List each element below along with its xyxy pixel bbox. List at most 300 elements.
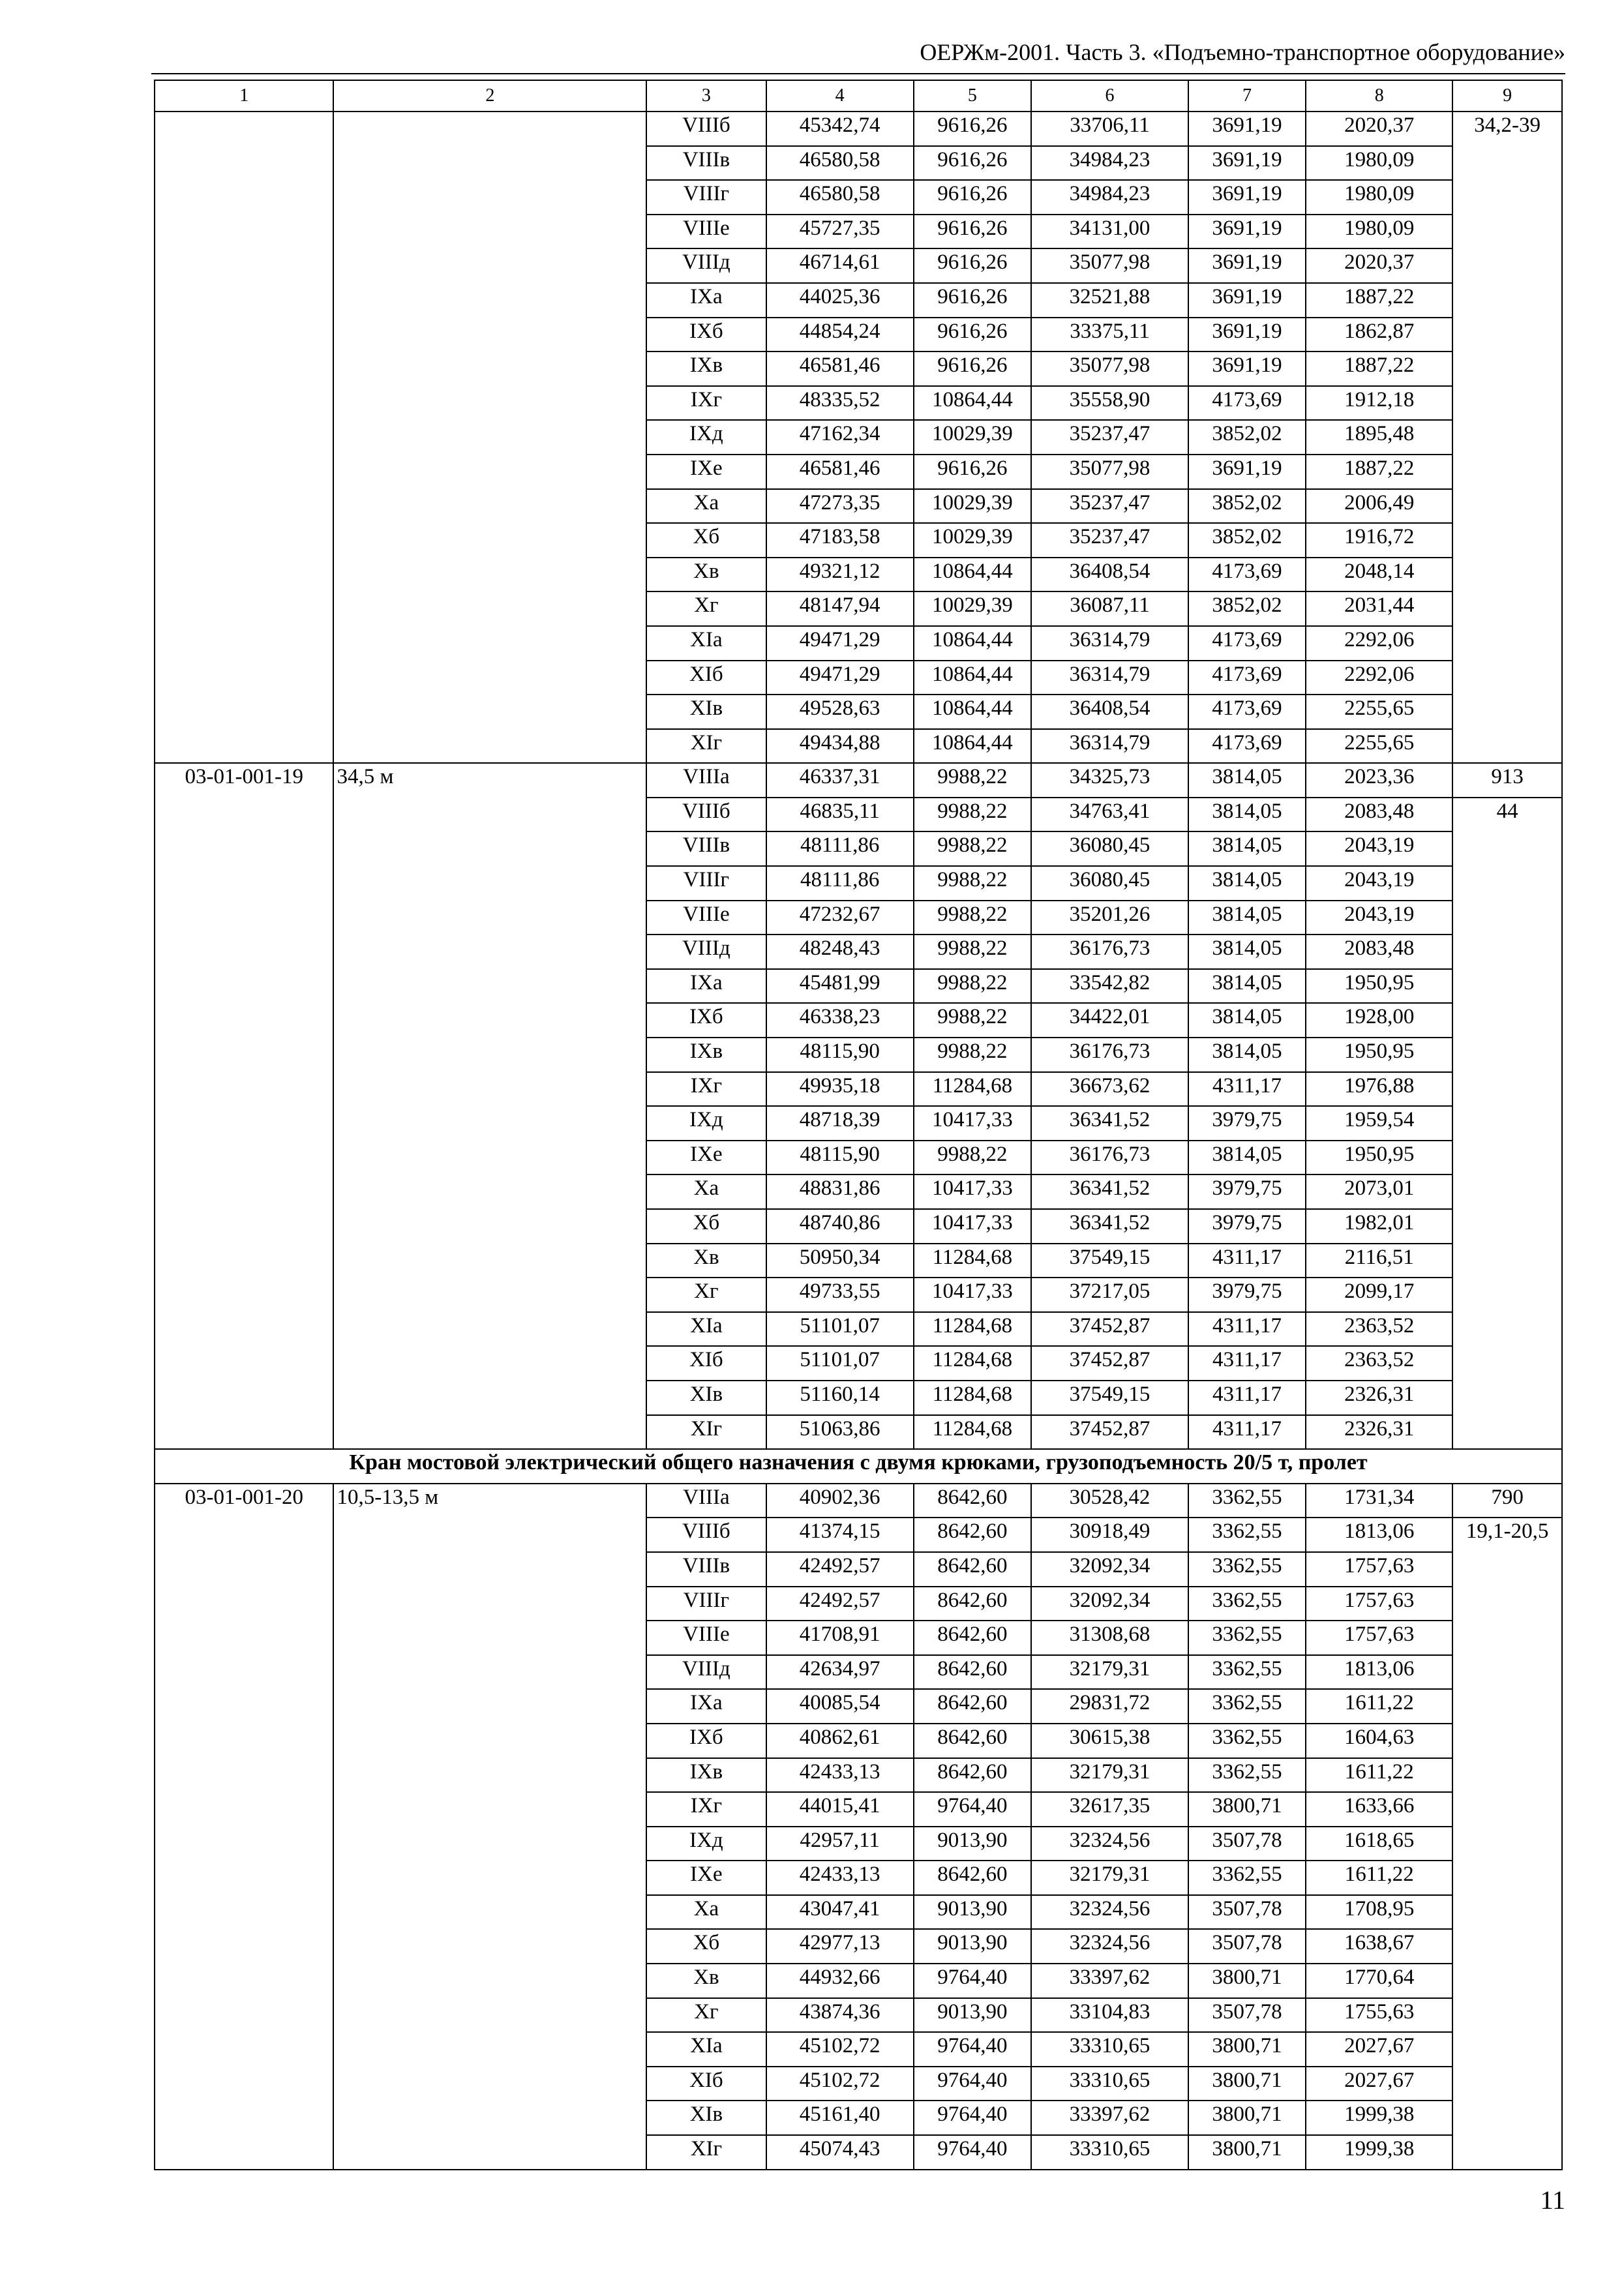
value-cell: 45102,72 <box>766 2032 914 2067</box>
value-cell: 3362,55 <box>1188 1861 1306 1895</box>
value-cell: 51101,07 <box>766 1346 914 1381</box>
mass-cell: 19,1-20,5 <box>1452 1518 1562 2169</box>
zone-cell: VIIIв <box>646 146 766 181</box>
value-cell: 3691,19 <box>1188 146 1306 181</box>
value-cell: 1999,38 <box>1306 2101 1452 2135</box>
value-cell: 3800,71 <box>1188 2101 1306 2135</box>
value-cell: 11284,68 <box>914 1381 1031 1415</box>
value-cell: 46580,58 <box>766 180 914 215</box>
zone-cell: VIIIб <box>646 798 766 832</box>
value-cell: 49471,29 <box>766 626 914 661</box>
value-cell: 1928,00 <box>1306 1003 1452 1038</box>
value-cell: 44015,41 <box>766 1792 914 1827</box>
zone-cell: Xг <box>646 1278 766 1312</box>
value-cell: 3507,78 <box>1188 1827 1306 1861</box>
zone-cell: Xг <box>646 591 766 626</box>
zone-cell: VIIIе <box>646 901 766 935</box>
table-row <box>155 112 1562 146</box>
value-cell: 4173,69 <box>1188 558 1306 592</box>
value-cell: 3800,71 <box>1188 2135 1306 2170</box>
value-cell: 47232,67 <box>766 901 914 935</box>
value-cell: 10864,44 <box>914 558 1031 592</box>
value-cell: 8642,60 <box>914 1621 1031 1655</box>
zone-cell: VIIIе <box>646 1621 766 1655</box>
value-cell: 9013,90 <box>914 1895 1031 1930</box>
value-cell: 2083,48 <box>1306 798 1452 832</box>
value-cell: 2043,19 <box>1306 901 1452 935</box>
value-cell: 8642,60 <box>914 1552 1031 1587</box>
value-cell: 3691,19 <box>1188 215 1306 249</box>
value-cell: 36176,73 <box>1031 1141 1188 1175</box>
value-cell: 4173,69 <box>1188 729 1306 764</box>
value-cell: 51101,07 <box>766 1312 914 1347</box>
value-cell: 48147,94 <box>766 591 914 626</box>
value-cell: 8642,60 <box>914 1484 1031 1518</box>
value-cell: 33310,65 <box>1031 2135 1188 2170</box>
value-cell: 2363,52 <box>1306 1346 1452 1381</box>
value-cell: 3507,78 <box>1188 1895 1306 1930</box>
value-cell: 9988,22 <box>914 901 1031 935</box>
value-cell: 2043,19 <box>1306 831 1452 866</box>
value-cell: 44932,66 <box>766 1964 914 1998</box>
value-cell: 40085,54 <box>766 1689 914 1724</box>
value-cell: 9764,40 <box>914 1792 1031 1827</box>
value-cell: 36341,52 <box>1031 1106 1188 1141</box>
value-cell: 32324,56 <box>1031 1895 1188 1930</box>
value-cell: 34984,23 <box>1031 146 1188 181</box>
value-cell: 10417,33 <box>914 1278 1031 1312</box>
zone-cell: IXг <box>646 1072 766 1107</box>
zone-cell: VIIIг <box>646 1587 766 1621</box>
value-cell: 9764,40 <box>914 2101 1031 2135</box>
value-cell: 1912,18 <box>1306 386 1452 421</box>
value-cell: 9988,22 <box>914 935 1031 969</box>
value-cell: 31308,68 <box>1031 1621 1188 1655</box>
zone-cell: XIб <box>646 2067 766 2101</box>
value-cell: 32179,31 <box>1031 1861 1188 1895</box>
value-cell: 1980,09 <box>1306 180 1452 215</box>
value-cell: 32092,34 <box>1031 1552 1188 1587</box>
value-cell: 43874,36 <box>766 1998 914 2033</box>
column-number: 7 <box>1188 80 1306 112</box>
zone-cell: Xб <box>646 1209 766 1244</box>
zone-cell: IXб <box>646 1724 766 1758</box>
value-cell: 1708,95 <box>1306 1895 1452 1930</box>
zone-cell: VIIIд <box>646 1655 766 1690</box>
value-cell: 10029,39 <box>914 523 1031 558</box>
value-cell: 2292,06 <box>1306 626 1452 661</box>
value-cell: 50950,34 <box>766 1244 914 1278</box>
value-cell: 9764,40 <box>914 2135 1031 2170</box>
section-row <box>155 1449 1562 1484</box>
value-cell: 2020,37 <box>1306 112 1452 146</box>
value-cell: 3852,02 <box>1188 420 1306 455</box>
value-cell: 2326,31 <box>1306 1415 1452 1450</box>
zone-cell: IXб <box>646 318 766 352</box>
value-cell: 41708,91 <box>766 1621 914 1655</box>
value-cell: 48335,52 <box>766 386 914 421</box>
value-cell: 2023,36 <box>1306 763 1452 798</box>
column-number: 5 <box>914 80 1031 112</box>
value-cell: 10029,39 <box>914 591 1031 626</box>
value-cell: 33397,62 <box>1031 1964 1188 1998</box>
value-cell: 48115,90 <box>766 1038 914 1072</box>
value-cell: 9013,90 <box>914 1998 1031 2033</box>
value-cell: 1950,95 <box>1306 1141 1452 1175</box>
value-cell: 33310,65 <box>1031 2032 1188 2067</box>
value-cell: 51063,86 <box>766 1415 914 1450</box>
value-cell: 4311,17 <box>1188 1312 1306 1347</box>
value-cell: 1980,09 <box>1306 215 1452 249</box>
value-cell: 37452,87 <box>1031 1415 1188 1450</box>
value-cell: 9616,26 <box>914 248 1031 283</box>
value-cell: 4311,17 <box>1188 1415 1306 1450</box>
zone-cell: IXа <box>646 283 766 318</box>
value-cell: 10864,44 <box>914 661 1031 695</box>
value-cell: 1757,63 <box>1306 1587 1452 1621</box>
zone-cell: Xг <box>646 1998 766 2033</box>
value-cell: 9013,90 <box>914 1929 1031 1964</box>
zone-cell: VIIIб <box>646 1518 766 1552</box>
value-cell: 3691,19 <box>1188 112 1306 146</box>
value-cell: 10417,33 <box>914 1106 1031 1141</box>
value-cell: 9988,22 <box>914 1038 1031 1072</box>
zone-cell: XIб <box>646 1346 766 1381</box>
value-cell: 33542,82 <box>1031 969 1188 1004</box>
table-row <box>155 1484 1562 1518</box>
zone-cell: VIIIг <box>646 180 766 215</box>
value-cell: 3814,05 <box>1188 798 1306 832</box>
zone-cell: VIIIв <box>646 1552 766 1587</box>
value-cell: 3814,05 <box>1188 866 1306 901</box>
value-cell: 36087,11 <box>1031 591 1188 626</box>
value-cell: 34422,01 <box>1031 1003 1188 1038</box>
value-cell: 3814,05 <box>1188 1038 1306 1072</box>
zone-cell: VIIIб <box>646 112 766 146</box>
value-cell: 1638,67 <box>1306 1929 1452 1964</box>
zone-cell: IXд <box>646 420 766 455</box>
zone-cell: XIг <box>646 2135 766 2170</box>
value-cell: 34763,41 <box>1031 798 1188 832</box>
value-cell: 36408,54 <box>1031 695 1188 729</box>
span-name-cell <box>333 112 646 763</box>
value-cell: 36408,54 <box>1031 558 1188 592</box>
value-cell: 32092,34 <box>1031 1587 1188 1621</box>
value-cell: 3814,05 <box>1188 1141 1306 1175</box>
zone-cell: XIб <box>646 661 766 695</box>
value-cell: 33706,11 <box>1031 112 1188 146</box>
value-cell: 1950,95 <box>1306 969 1452 1004</box>
zone-cell: XIг <box>646 1415 766 1450</box>
value-cell: 8642,60 <box>914 1518 1031 1552</box>
column-number: 9 <box>1452 80 1562 112</box>
zone-cell: IXе <box>646 455 766 489</box>
value-cell: 36080,45 <box>1031 866 1188 901</box>
zone-cell: XIв <box>646 1381 766 1415</box>
value-cell: 3979,75 <box>1188 1106 1306 1141</box>
value-cell: 3852,02 <box>1188 523 1306 558</box>
zone-cell: IXг <box>646 386 766 421</box>
value-cell: 1976,88 <box>1306 1072 1452 1107</box>
value-cell: 2073,01 <box>1306 1174 1452 1209</box>
value-cell: 10029,39 <box>914 420 1031 455</box>
value-cell: 42433,13 <box>766 1758 914 1793</box>
value-cell: 3362,55 <box>1188 1621 1306 1655</box>
zone-cell: Xв <box>646 1244 766 1278</box>
value-cell: 2027,67 <box>1306 2067 1452 2101</box>
value-cell: 36176,73 <box>1031 935 1188 969</box>
value-cell: 9616,26 <box>914 318 1031 352</box>
column-number: 2 <box>333 80 646 112</box>
value-cell: 11284,68 <box>914 1244 1031 1278</box>
value-cell: 3814,05 <box>1188 1003 1306 1038</box>
value-cell: 2292,06 <box>1306 661 1452 695</box>
value-cell: 49471,29 <box>766 661 914 695</box>
value-cell: 9988,22 <box>914 866 1031 901</box>
value-cell: 1982,01 <box>1306 1209 1452 1244</box>
value-cell: 3814,05 <box>1188 935 1306 969</box>
value-cell: 1916,72 <box>1306 523 1452 558</box>
value-cell: 42977,13 <box>766 1929 914 1964</box>
value-cell: 36314,79 <box>1031 661 1188 695</box>
value-cell: 1950,95 <box>1306 1038 1452 1072</box>
value-cell: 48831,86 <box>766 1174 914 1209</box>
zone-cell: Xв <box>646 558 766 592</box>
value-cell: 3800,71 <box>1188 1792 1306 1827</box>
value-cell: 9764,40 <box>914 1964 1031 1998</box>
value-cell: 9988,22 <box>914 969 1031 1004</box>
zone-cell: IXа <box>646 1689 766 1724</box>
value-cell: 37452,87 <box>1031 1346 1188 1381</box>
value-cell: 9616,26 <box>914 215 1031 249</box>
value-cell: 30615,38 <box>1031 1724 1188 1758</box>
section-title: Кран мостовой электрический общего назначения с двумя крюками, грузоподъемность 20/5 т, пролет <box>155 1449 1562 1484</box>
value-cell: 1770,64 <box>1306 1964 1452 1998</box>
value-cell: 48115,90 <box>766 1141 914 1175</box>
value-cell: 3800,71 <box>1188 1964 1306 1998</box>
value-cell: 3979,75 <box>1188 1278 1306 1312</box>
value-cell: 9616,26 <box>914 180 1031 215</box>
value-cell: 33310,65 <box>1031 2067 1188 2101</box>
value-cell: 3362,55 <box>1188 1484 1306 1518</box>
value-cell: 1887,22 <box>1306 352 1452 386</box>
page-header: ОЕРЖм-2001. Часть 3. «Подъемно-транспортное оборудование» <box>920 39 1565 65</box>
value-cell: 8642,60 <box>914 1758 1031 1793</box>
value-cell: 3814,05 <box>1188 969 1306 1004</box>
value-cell: 1731,34 <box>1306 1484 1452 1518</box>
value-cell: 10864,44 <box>914 386 1031 421</box>
value-cell: 32179,31 <box>1031 1655 1188 1690</box>
value-cell: 3691,19 <box>1188 455 1306 489</box>
value-cell: 36673,62 <box>1031 1072 1188 1107</box>
value-cell: 4173,69 <box>1188 386 1306 421</box>
value-cell: 4173,69 <box>1188 661 1306 695</box>
value-cell: 49321,12 <box>766 558 914 592</box>
value-cell: 42433,13 <box>766 1861 914 1895</box>
column-number: 4 <box>766 80 914 112</box>
value-cell: 3362,55 <box>1188 1552 1306 1587</box>
value-cell: 4173,69 <box>1188 626 1306 661</box>
value-cell: 43047,41 <box>766 1895 914 1930</box>
value-cell: 1999,38 <box>1306 2135 1452 2170</box>
value-cell: 9616,26 <box>914 112 1031 146</box>
zone-cell: XIа <box>646 626 766 661</box>
value-cell: 9764,40 <box>914 2067 1031 2101</box>
value-cell: 33397,62 <box>1031 2101 1188 2135</box>
value-cell: 46581,46 <box>766 352 914 386</box>
value-cell: 8642,60 <box>914 1655 1031 1690</box>
value-cell: 45074,43 <box>766 2135 914 2170</box>
value-cell: 2043,19 <box>1306 866 1452 901</box>
zone-cell: VIIIг <box>646 866 766 901</box>
value-cell: 1611,22 <box>1306 1861 1452 1895</box>
value-cell: 35077,98 <box>1031 455 1188 489</box>
mass-cell: 34,2-39 <box>1452 112 1562 763</box>
value-cell: 2099,17 <box>1306 1278 1452 1312</box>
value-cell: 10864,44 <box>914 729 1031 764</box>
value-cell: 37549,15 <box>1031 1244 1188 1278</box>
value-cell: 1757,63 <box>1306 1552 1452 1587</box>
value-cell: 3691,19 <box>1188 318 1306 352</box>
value-cell: 48111,86 <box>766 831 914 866</box>
value-cell: 33375,11 <box>1031 318 1188 352</box>
value-cell: 30528,42 <box>1031 1484 1188 1518</box>
value-cell: 1887,22 <box>1306 455 1452 489</box>
mass-cell: 790 <box>1452 1484 1562 1518</box>
value-cell: 40902,36 <box>766 1484 914 1518</box>
value-cell: 30918,49 <box>1031 1518 1188 1552</box>
zone-cell: VIIIв <box>646 831 766 866</box>
value-cell: 2020,37 <box>1306 248 1452 283</box>
value-cell: 32179,31 <box>1031 1758 1188 1793</box>
value-cell: 35077,98 <box>1031 248 1188 283</box>
value-cell: 1959,54 <box>1306 1106 1452 1141</box>
value-cell: 34984,23 <box>1031 180 1188 215</box>
value-cell: 9988,22 <box>914 763 1031 798</box>
value-cell: 9616,26 <box>914 455 1031 489</box>
value-cell: 3362,55 <box>1188 1518 1306 1552</box>
zone-cell: XIа <box>646 1312 766 1347</box>
value-cell: 1862,87 <box>1306 318 1452 352</box>
value-cell: 36080,45 <box>1031 831 1188 866</box>
value-cell: 2048,14 <box>1306 558 1452 592</box>
value-cell: 1980,09 <box>1306 146 1452 181</box>
zone-cell: IXа <box>646 969 766 1004</box>
value-cell: 1755,63 <box>1306 1998 1452 2033</box>
value-cell: 3691,19 <box>1188 352 1306 386</box>
value-cell: 2006,49 <box>1306 489 1452 524</box>
value-cell: 47183,58 <box>766 523 914 558</box>
value-cell: 48740,86 <box>766 1209 914 1244</box>
value-cell: 48248,43 <box>766 935 914 969</box>
value-cell: 49733,55 <box>766 1278 914 1312</box>
zone-cell: XIв <box>646 695 766 729</box>
value-cell: 35237,47 <box>1031 523 1188 558</box>
value-cell: 36341,52 <box>1031 1209 1188 1244</box>
value-cell: 1895,48 <box>1306 420 1452 455</box>
column-number: 6 <box>1031 80 1188 112</box>
column-number: 3 <box>646 80 766 112</box>
rates-table-body <box>155 80 1562 2170</box>
value-cell: 3362,55 <box>1188 1758 1306 1793</box>
value-cell: 3814,05 <box>1188 901 1306 935</box>
value-cell: 3800,71 <box>1188 2032 1306 2067</box>
value-cell: 3507,78 <box>1188 1929 1306 1964</box>
value-cell: 3852,02 <box>1188 591 1306 626</box>
value-cell: 2255,65 <box>1306 729 1452 764</box>
page-number: 11 <box>1540 2185 1565 2215</box>
rate-code-cell: 03-01-001-19 <box>155 763 333 1449</box>
table-row <box>155 763 1562 798</box>
value-cell: 2116,51 <box>1306 1244 1452 1278</box>
value-cell: 32617,35 <box>1031 1792 1188 1827</box>
value-cell: 3814,05 <box>1188 831 1306 866</box>
value-cell: 10417,33 <box>914 1209 1031 1244</box>
value-cell: 36176,73 <box>1031 1038 1188 1072</box>
value-cell: 48111,86 <box>766 866 914 901</box>
value-cell: 9988,22 <box>914 1003 1031 1038</box>
value-cell: 51160,14 <box>766 1381 914 1415</box>
value-cell: 41374,15 <box>766 1518 914 1552</box>
value-cell: 37452,87 <box>1031 1312 1188 1347</box>
zone-cell: IXе <box>646 1141 766 1175</box>
rate-code-cell: 03-01-001-20 <box>155 1484 333 2170</box>
value-cell: 45342,74 <box>766 112 914 146</box>
value-cell: 35077,98 <box>1031 352 1188 386</box>
value-cell: 10864,44 <box>914 695 1031 729</box>
zone-cell: IXд <box>646 1106 766 1141</box>
value-cell: 49935,18 <box>766 1072 914 1107</box>
value-cell: 9616,26 <box>914 283 1031 318</box>
value-cell: 3362,55 <box>1188 1689 1306 1724</box>
value-cell: 1887,22 <box>1306 283 1452 318</box>
value-cell: 42634,97 <box>766 1655 914 1690</box>
value-cell: 9616,26 <box>914 146 1031 181</box>
column-number: 1 <box>155 80 333 112</box>
zone-cell: Xа <box>646 489 766 524</box>
mass-cell: 913 <box>1452 763 1562 798</box>
value-cell: 46714,61 <box>766 248 914 283</box>
zone-cell: XIа <box>646 2032 766 2067</box>
zone-cell: VIIIа <box>646 763 766 798</box>
header-rule <box>151 73 1565 74</box>
value-cell: 37549,15 <box>1031 1381 1188 1415</box>
value-cell: 4311,17 <box>1188 1381 1306 1415</box>
value-cell: 3852,02 <box>1188 489 1306 524</box>
value-cell: 46581,46 <box>766 455 914 489</box>
value-cell: 3362,55 <box>1188 1655 1306 1690</box>
zone-cell: IXв <box>646 1038 766 1072</box>
value-cell: 2255,65 <box>1306 695 1452 729</box>
value-cell: 9988,22 <box>914 831 1031 866</box>
value-cell: 32521,88 <box>1031 283 1188 318</box>
zone-cell: Xб <box>646 1929 766 1964</box>
value-cell: 45102,72 <box>766 2067 914 2101</box>
zone-cell: XIв <box>646 2101 766 2135</box>
value-cell: 37217,05 <box>1031 1278 1188 1312</box>
value-cell: 46337,31 <box>766 763 914 798</box>
value-cell: 9988,22 <box>914 798 1031 832</box>
value-cell: 47273,35 <box>766 489 914 524</box>
value-cell: 4173,69 <box>1188 695 1306 729</box>
span-name-cell: 34,5 м <box>333 763 646 1449</box>
zone-cell: IXд <box>646 1827 766 1861</box>
value-cell: 36314,79 <box>1031 729 1188 764</box>
zone-cell: VIIIе <box>646 215 766 249</box>
value-cell: 48718,39 <box>766 1106 914 1141</box>
value-cell: 34131,00 <box>1031 215 1188 249</box>
value-cell: 33104,83 <box>1031 1998 1188 2033</box>
